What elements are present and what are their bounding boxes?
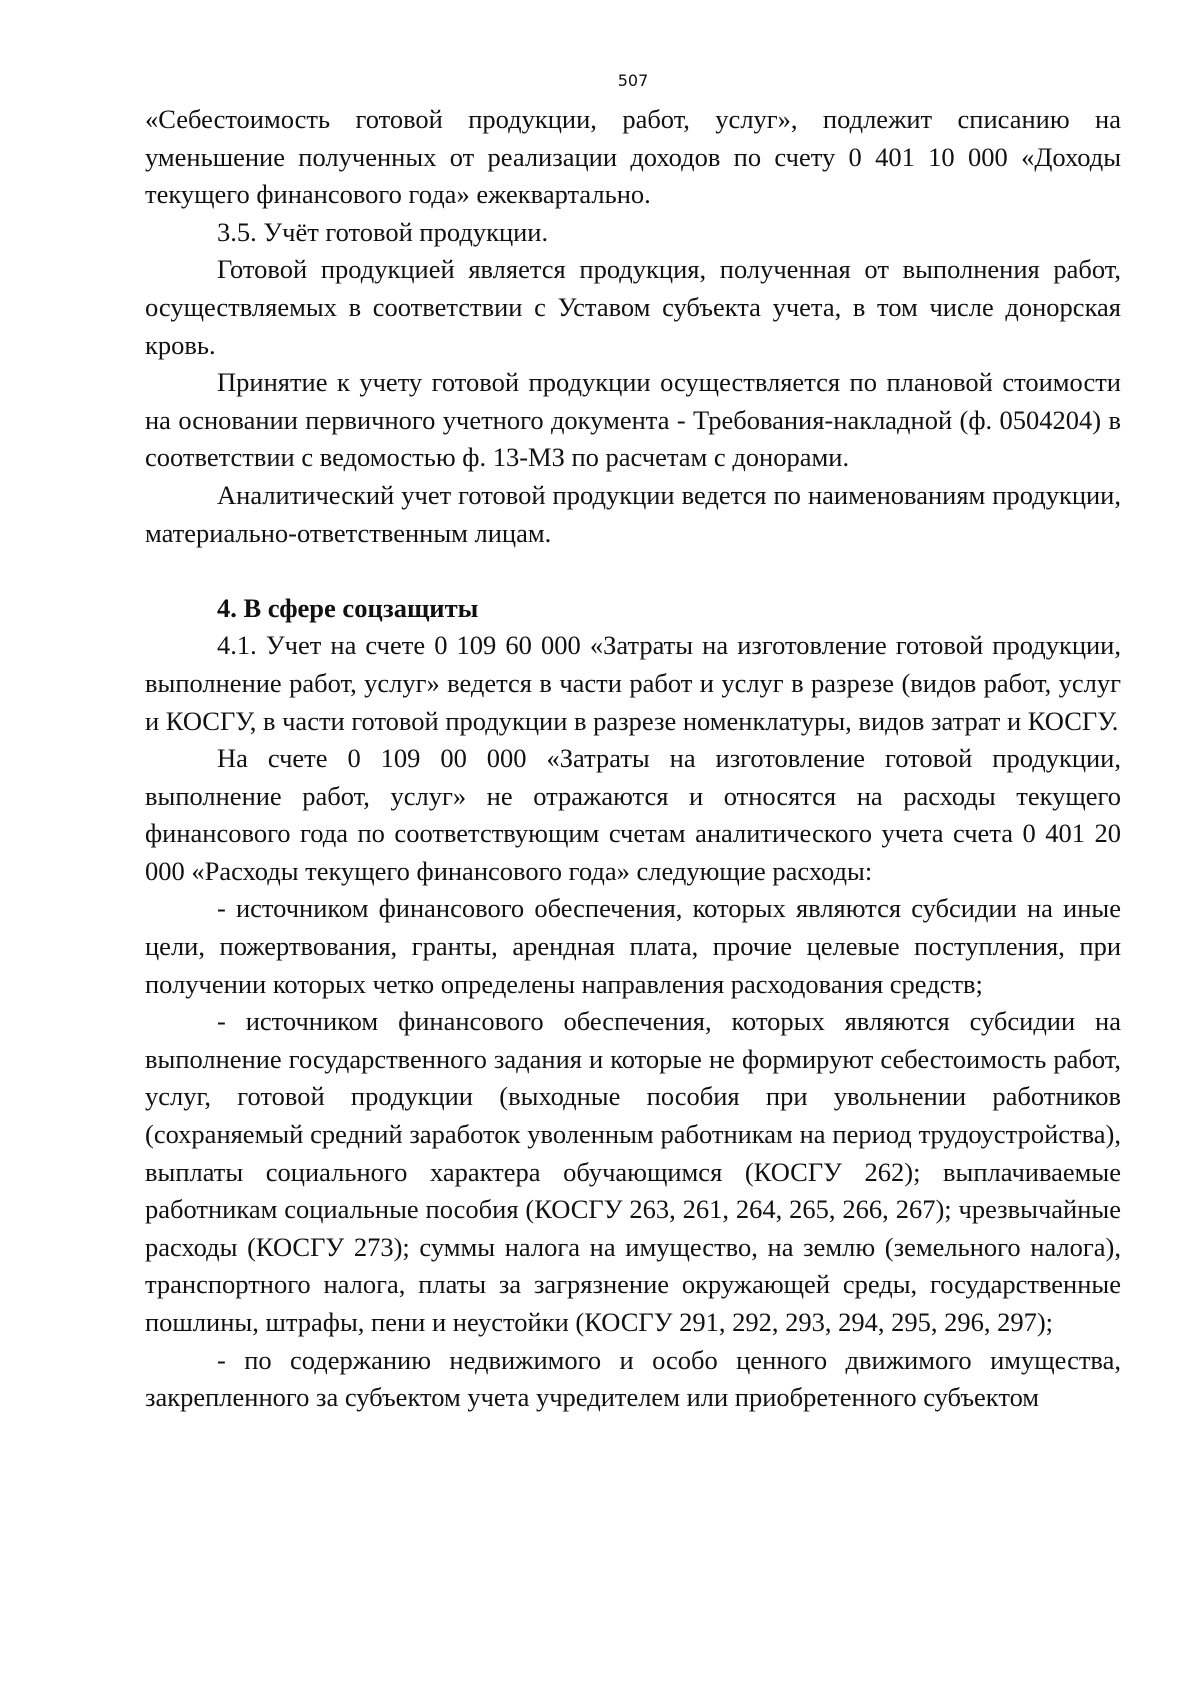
paragraph: 4.1. Учет на счете 0 109 60 000 «Затраты на изготовление готовой продукции, выполнение работ, услуг» ведется в части работ и услуг в разрезе (видов работ, услуг и КОСГУ, в части готовой продукции в разрезе номенклатуры, видов затрат и КОСГУ. (145, 630, 1121, 736)
paragraph: «Себестоимость готовой продукции, работ, услуг», подлежит списанию на уменьшение полученных от реализации доходов по счету 0 401 10 000 «Доходы текущего финансового года» ежеквартально. (145, 104, 1121, 210)
list-item: - по содержанию недвижимого и особо ценного движимого имущества, закрепленного за субъектом учета учредителем или приобретенного субъектом (145, 1344, 1121, 1413)
document-body (145, 101, 1121, 1417)
section-heading: 4. В сфере соцзащиты (217, 592, 479, 623)
paragraph: Принятие к учету готовой продукции осуществляется по плановой стоимости на основании первичного учетного документа - Требования-накладной (ф. 0504204) в соответствии с ведомостью ф. 13-МЗ по расчетам с донорами. (145, 367, 1121, 473)
list-item: - источником финансового обеспечения, которых являются субсидии на выполнение государственного задания и которые не формируют себестоимость работ, услуг, готовой продукции (выходные пособия при увольнении работников (сохраняемый средний заработок уволенным работникам на период трудоустройства), выплаты социального характера обучающимся (КОСГУ 262); выплачиваемые работникам социальные пособия (КОСГУ 263, 261, 264, 265, 266, 267); чрезвычайные расходы (КОСГУ 273); суммы налога на имущество, на землю (земельного налога), транспортного налога, платы за загрязнение окружающей среды, государственные пошлины, штрафы, пени и неустойки (КОСГУ 291, 292, 293, 294, 295, 296, 297); (145, 1006, 1121, 1337)
paragraph: На счете 0 109 00 000 «Затраты на изготовление готовой продукции, выполнение работ, услуг» не отражаются и относятся на расходы текущего финансового года по соответствующим счетам аналитического учета счета 0 401 20 000 «Расходы текущего финансового года» следующие расходы: (145, 743, 1121, 886)
list-item: - источником финансового обеспечения, которых являются субсидии на иные цели, пожертвования, гранты, арендная плата, прочие целевые поступления, при получении которых четко определены направления расходования средств; (145, 893, 1121, 999)
paragraph: Аналитический учет готовой продукции ведется по наименованиям продукции, материально-ответственным лицам. (145, 479, 1121, 548)
page-number: 507 (617, 71, 649, 90)
paragraph: Готовой продукцией является продукция, полученная от выполнения работ, осуществляемых в соответствии с Уставом субъекта учета, в том числе донорская кровь. (145, 254, 1121, 360)
subsection-title: 3.5. Учёт готовой продукции. (217, 216, 549, 247)
